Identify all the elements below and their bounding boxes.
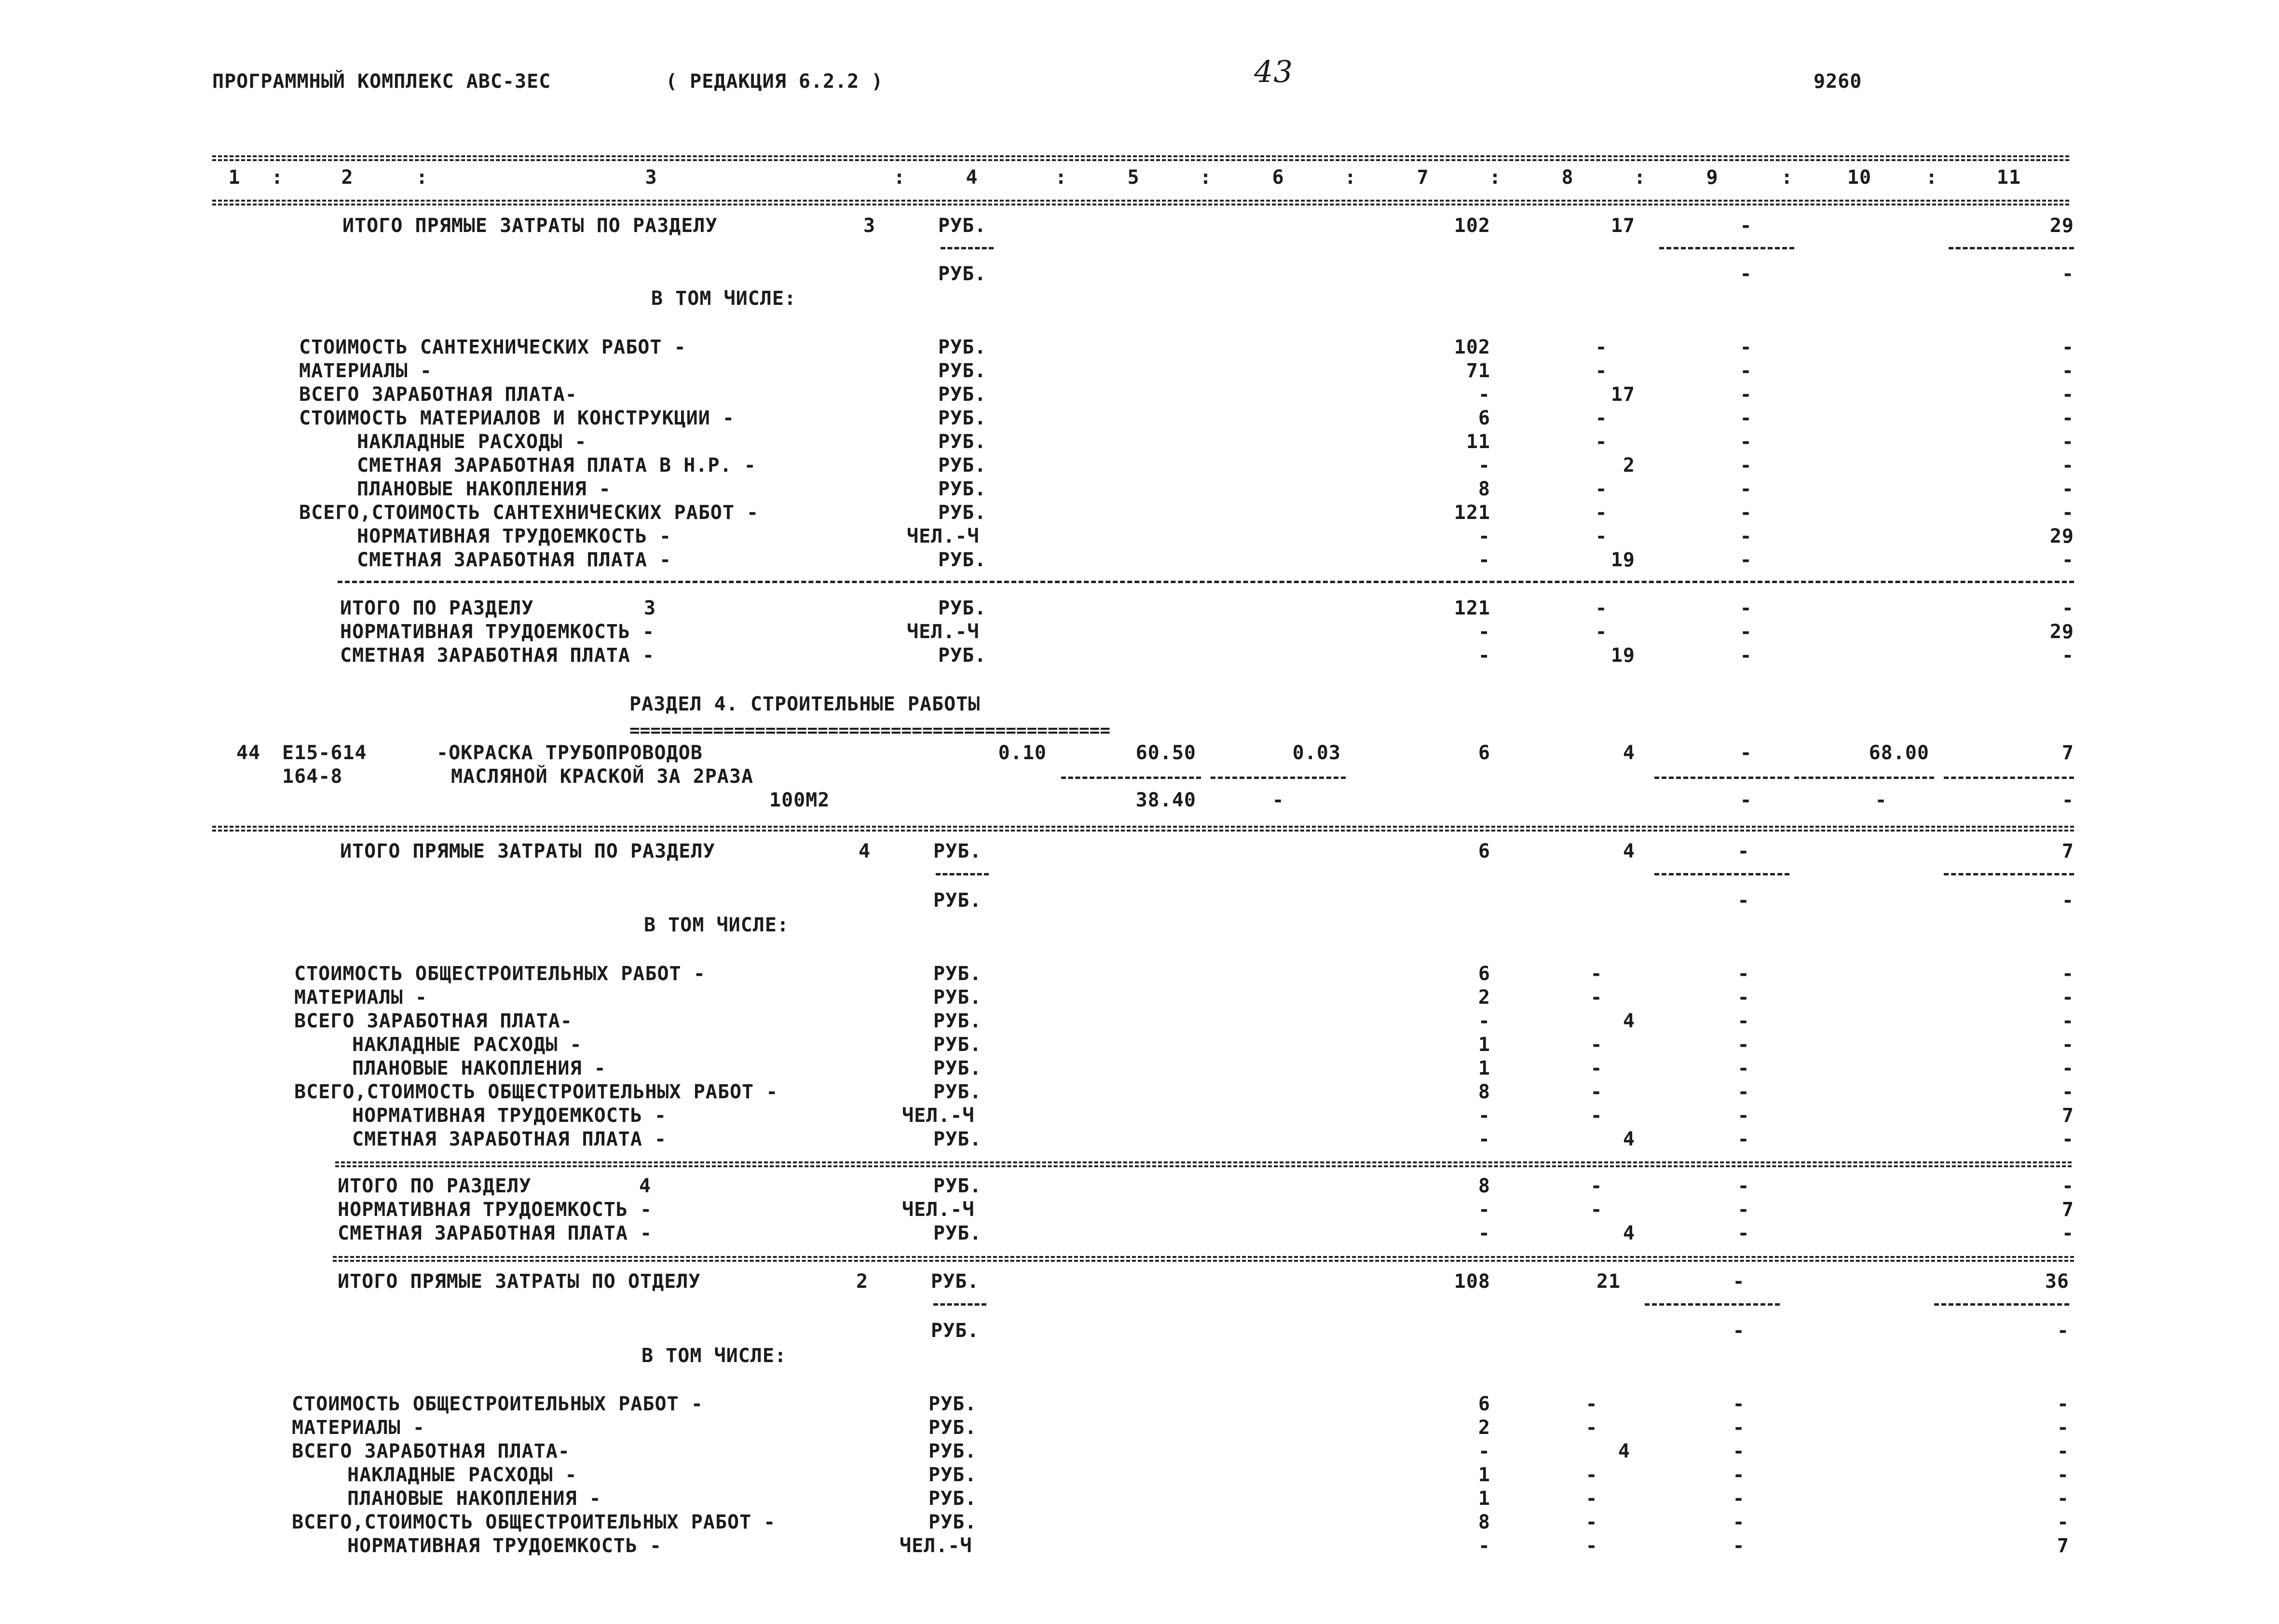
col-5: 5	[1127, 166, 1140, 189]
col-10: 10	[1847, 166, 1872, 189]
col9-value: -	[1733, 1488, 1745, 1510]
col11-value: -	[2061, 986, 2074, 1009]
col10-value: 68.00	[1869, 742, 1929, 764]
col11-value: -	[2061, 360, 2074, 382]
col8-value: -	[1590, 1034, 1603, 1056]
col7-value: 1	[1478, 1034, 1490, 1056]
col11-value: -	[2061, 1175, 2074, 1197]
col9-value: -	[1737, 986, 1750, 1009]
unit: РУБ.	[938, 549, 987, 571]
unit: РУБ.	[933, 1034, 982, 1056]
row-label: МАТЕРИАЛЫ -	[292, 1417, 425, 1439]
item-name-continued: МАСЛЯНОЙ КРАСКОЙ ЗА 2РАЗА	[451, 765, 754, 788]
item-code-secondary: 164-8	[282, 765, 343, 788]
col11-value: -	[2061, 1222, 2074, 1244]
unit-underline	[933, 1303, 986, 1306]
col7-value: 1	[1478, 1488, 1490, 1510]
row-label: СМЕТНАЯ ЗАРАБОТНАЯ ПЛАТА -	[357, 549, 672, 571]
section4-sum-rule	[335, 1161, 2072, 1163]
col7-value: -	[1478, 621, 1490, 643]
row-label: ИТОГО ПРЯМЫЕ ЗАТРАТЫ ПО РАЗДЕЛУ	[340, 840, 715, 862]
item-rule	[212, 826, 2074, 828]
col11-value: -	[2061, 383, 2074, 406]
unit: РУБ.	[928, 1464, 977, 1486]
col8-value: 17	[1610, 383, 1635, 406]
col-2: 2	[341, 166, 354, 189]
col7-value: -	[1478, 1199, 1490, 1221]
section-number: 4	[859, 840, 871, 862]
col11-value: -	[2061, 1057, 2074, 1079]
col8-value: -	[1585, 1488, 1598, 1510]
col8-value: -	[1595, 407, 1608, 429]
col8-value: 4	[1623, 742, 1635, 764]
col5-value: 60.50	[1135, 742, 1196, 764]
unit: РУБ.	[938, 383, 987, 406]
col8-value: -	[1595, 621, 1608, 643]
section4-sum-rule-2	[335, 1165, 2072, 1167]
unit: РУБ.	[938, 597, 987, 619]
col9-value: -	[1733, 1511, 1745, 1533]
col9-value: -	[1740, 742, 1752, 764]
unit: РУБ.	[928, 1417, 977, 1439]
col11-value: -	[2057, 1511, 2069, 1533]
col9-value: -	[1737, 1128, 1750, 1150]
department-rule-2	[333, 1260, 2074, 1262]
including-label: В ТОМ ЧИСЛЕ:	[651, 287, 796, 310]
col4-value: 0.10	[998, 742, 1047, 764]
col11-value: -	[2057, 1488, 2069, 1510]
col8-value: 19	[1610, 549, 1635, 571]
row-label: НОРМАТИВНАЯ ТРУДОЕМКОСТЬ -	[347, 1535, 662, 1557]
col7-value: 6	[1478, 963, 1490, 985]
row-label: НАКЛАДНЫЕ РАСХОДЫ -	[357, 431, 587, 453]
col9-value: -	[1733, 1320, 1745, 1342]
col11-value: 7	[2061, 1105, 2074, 1127]
row-label: ИТОГО ПО РАЗДЕЛУ	[340, 597, 534, 619]
col8-value: -	[1595, 525, 1608, 547]
section3-sum-rule	[338, 581, 2074, 583]
col8-value: -	[1590, 1199, 1603, 1221]
item-number: 44	[236, 742, 261, 764]
col9-value: -	[1733, 1440, 1745, 1462]
col8-value: -	[1595, 336, 1608, 358]
col7-value: 6	[1478, 1393, 1490, 1415]
col8-value: 4	[1623, 1128, 1635, 1150]
row-label: НОРМАТИВНАЯ ТРУДОЕМКОСТЬ -	[352, 1105, 667, 1127]
col9-value: -	[1740, 407, 1752, 429]
row-label: МАТЕРИАЛЫ -	[294, 986, 427, 1009]
col9-value: -	[1737, 1175, 1750, 1197]
unit: РУБ.	[933, 1081, 982, 1103]
col9-value: -	[1740, 383, 1752, 406]
col8-value: -	[1585, 1535, 1598, 1557]
col7-value: -	[1478, 1440, 1490, 1462]
unit: РУБ.	[928, 1511, 977, 1533]
unit: РУБ.	[931, 1270, 980, 1293]
col11-value: 7	[2061, 840, 2074, 862]
col7-value: -	[1478, 549, 1490, 571]
col8-value: -	[1590, 986, 1603, 1009]
col11-value: -	[2061, 502, 2074, 524]
row-label: СМЕТНАЯ ЗАРАБОТНАЯ ПЛАТА -	[338, 1222, 653, 1244]
col-sep: :	[893, 166, 906, 189]
including-label: В ТОМ ЧИСЛЕ:	[644, 914, 789, 936]
col11-value: 29	[2049, 215, 2074, 237]
col7-value: 121	[1454, 597, 1490, 619]
col-3: 3	[645, 166, 657, 189]
unit: РУБ.	[933, 1010, 982, 1032]
col8-value: -	[1595, 478, 1608, 500]
unit: РУБ.	[928, 1440, 977, 1462]
unit: РУБ.	[928, 1393, 977, 1415]
col7-value: -	[1478, 454, 1490, 477]
col11-value: -	[2057, 1393, 2069, 1415]
col11-value: 29	[2049, 621, 2074, 643]
col9-value: -	[1740, 431, 1752, 453]
col11-value: -	[2057, 1440, 2069, 1462]
col9-value: -	[1740, 597, 1752, 619]
unit: РУБ.	[931, 1320, 980, 1342]
col8-value: -	[1595, 431, 1608, 453]
unit: РУБ.	[933, 963, 982, 985]
col11-value: 7	[2057, 1535, 2069, 1557]
department-number: 2	[856, 1270, 869, 1293]
section4-title: РАЗДЕЛ 4. СТРОИТЕЛЬНЫЕ РАБОТЫ	[629, 693, 981, 715]
col7-value: 1	[1478, 1057, 1490, 1079]
col9-value: -	[1740, 525, 1752, 547]
col7-value: 8	[1478, 1081, 1490, 1103]
department-rule	[333, 1256, 2074, 1258]
unit: РУБ.	[938, 454, 987, 477]
col9-value: -	[1737, 1057, 1750, 1079]
unit: РУБ.	[938, 478, 987, 500]
col-11: 11	[1996, 166, 2021, 189]
unit: РУБ.	[938, 336, 987, 358]
unit: РУБ.	[938, 263, 987, 285]
unit: РУБ.	[938, 407, 987, 429]
col9-underline	[1645, 1303, 1780, 1306]
row-label: СТОИМОСТЬ МАТЕРИАЛОВ И КОНСТРУКЦИИ -	[299, 407, 735, 429]
col11-value: -	[2061, 478, 2074, 500]
col9-underline	[1659, 247, 1794, 249]
unit: РУБ.	[933, 1222, 982, 1244]
col-sep: :	[1634, 166, 1646, 189]
handwritten-page-number: 43	[1254, 54, 1293, 89]
item-name: -ОКРАСКА ТРУБОПРОВОДОВ	[437, 742, 703, 764]
col8-value: 4	[1623, 1010, 1635, 1032]
col6-underline	[1211, 777, 1346, 779]
row-label: ИТОГО ПО РАЗДЕЛУ	[338, 1175, 532, 1197]
section-number: 3	[644, 597, 656, 619]
row-label: ПЛАНОВЫЕ НАКОПЛЕНИЯ -	[352, 1057, 606, 1079]
col-sep: :	[271, 166, 284, 189]
col11-value: 7	[2061, 742, 2074, 764]
col5-underline	[1061, 777, 1201, 779]
col11-value: -	[2057, 1464, 2069, 1486]
col9-value: -	[1737, 1081, 1750, 1103]
section-number: 4	[639, 1175, 652, 1197]
col9-value: -	[1740, 336, 1752, 358]
col9-underline	[1654, 873, 1789, 875]
col7-value: -	[1478, 644, 1490, 667]
col11-underline	[1944, 873, 2074, 875]
unit: РУБ.	[938, 644, 987, 667]
row-label: СМЕТНАЯ ЗАРАБОТНАЯ ПЛАТА В Н.Р. -	[357, 454, 756, 477]
row-label: НАКЛАДНЫЕ РАСХОДЫ -	[352, 1034, 582, 1056]
unit: ЧЕЛ.-Ч	[907, 525, 980, 547]
col11-value: -	[2061, 1034, 2074, 1056]
col9-value: -	[1733, 1535, 1745, 1557]
row-label: СМЕТНАЯ ЗАРАБОТНАЯ ПЛАТА -	[340, 644, 655, 667]
col9-value: -	[1740, 644, 1752, 667]
col11-value: -	[2061, 889, 2074, 912]
col9-value: -	[1737, 963, 1750, 985]
col9-value: -	[1737, 840, 1750, 862]
col8-value: -	[1585, 1393, 1598, 1415]
header-bottom-rule-2	[212, 204, 2069, 205]
col9-value: -	[1740, 621, 1752, 643]
col-sep: :	[416, 166, 428, 189]
col-sep: :	[1344, 166, 1357, 189]
row-label: МАТЕРИАЛЫ -	[299, 360, 432, 382]
col11-value: -	[2057, 1320, 2069, 1342]
col7-value: 102	[1454, 215, 1490, 237]
col11-value: -	[2061, 263, 2074, 285]
col7-value: 11	[1466, 431, 1490, 453]
unit: РУБ.	[933, 1128, 982, 1150]
unit: РУБ.	[938, 431, 987, 453]
unit-underline	[936, 873, 989, 875]
col11-value-2: -	[2061, 789, 2074, 811]
col8-value: 2	[1623, 454, 1635, 477]
col6-value-2: -	[1272, 789, 1284, 811]
unit: ЧЕЛ.-Ч	[902, 1105, 975, 1127]
col8-value: -	[1590, 1175, 1603, 1197]
row-label: ПЛАНОВЫЕ НАКОПЛЕНИЯ -	[357, 478, 611, 500]
col9-value: -	[1737, 1222, 1750, 1244]
col6-value: 0.03	[1292, 742, 1341, 764]
col8-value: 4	[1623, 840, 1635, 862]
col8-value: -	[1595, 597, 1608, 619]
col-9: 9	[1706, 166, 1719, 189]
col11-value: 7	[2061, 1199, 2074, 1221]
col7-value: 6	[1478, 742, 1490, 764]
header-bottom-rule	[212, 200, 2069, 202]
row-label: НОРМАТИВНАЯ ТРУДОЕМКОСТЬ -	[338, 1199, 653, 1221]
row-label: СМЕТНАЯ ЗАРАБОТНАЯ ПЛАТА -	[352, 1128, 667, 1150]
col7-value: 121	[1454, 502, 1490, 524]
header-top-rule-2	[212, 159, 2069, 161]
col8-value: 17	[1610, 215, 1635, 237]
col-1: 1	[228, 166, 241, 189]
col11-underline	[1934, 1303, 2069, 1306]
row-label: СТОИМОСТЬ ОБЩЕСТРОИТЕЛЬНЫХ РАБОТ -	[292, 1393, 703, 1415]
col9-value-2: -	[1740, 789, 1752, 811]
col9-underline	[1654, 777, 1789, 779]
col9-value: -	[1740, 502, 1752, 524]
unit: РУБ.	[938, 502, 987, 524]
col-sep: :	[1489, 166, 1501, 189]
col11-underline	[1944, 777, 2074, 779]
col8-value: -	[1590, 1081, 1603, 1103]
unit: РУБ.	[938, 215, 987, 237]
row-label: НОРМАТИВНАЯ ТРУДОЕМКОСТЬ -	[340, 621, 655, 643]
col-sep: :	[1200, 166, 1212, 189]
col9-value: -	[1740, 263, 1752, 285]
row-label: ПЛАНОВЫЕ НАКОПЛЕНИЯ -	[347, 1488, 601, 1510]
item-code: Е15-614	[282, 742, 367, 764]
row-label: ВСЕГО,СТОИМОСТЬ ОБЩЕСТРОИТЕЛЬНЫХ РАБОТ -	[292, 1511, 776, 1533]
col9-value: -	[1740, 549, 1752, 571]
col8-value: -	[1585, 1511, 1598, 1533]
col8-value: -	[1590, 963, 1603, 985]
col8-value: 4	[1618, 1440, 1630, 1462]
document-number: 9260	[1814, 70, 1862, 93]
col9-value: -	[1733, 1270, 1745, 1293]
col9-value: -	[1740, 360, 1752, 382]
col7-value: 102	[1454, 336, 1490, 358]
col-4: 4	[966, 166, 978, 189]
col11-value: -	[2061, 336, 2074, 358]
col9-value: -	[1737, 889, 1750, 912]
col11-value: -	[2061, 407, 2074, 429]
row-label: СТОИМОСТЬ САНТЕХНИЧЕСКИХ РАБОТ -	[299, 336, 686, 358]
row-label: ВСЕГО ЗАРАБОТНАЯ ПЛАТА-	[299, 383, 577, 406]
row-label: ВСЕГО,СТОИМОСТЬ САНТЕХНИЧЕСКИХ РАБОТ -	[299, 502, 759, 524]
unit: РУБ.	[928, 1488, 977, 1510]
col7-value: -	[1478, 383, 1490, 406]
col8-value: -	[1590, 1057, 1603, 1079]
col11-value: -	[2057, 1417, 2069, 1439]
program-title: ПРОГРАММНЫЙ КОМПЛЕКС АВС-3ЕС	[212, 70, 551, 93]
col9-value: -	[1733, 1417, 1745, 1439]
unit: ЧЕЛ.-Ч	[900, 1535, 972, 1557]
edition-label: ( РЕДАКЦИЯ 6.2.2 )	[666, 70, 884, 93]
col9-value: -	[1737, 1034, 1750, 1056]
col5-value-2: 38.40	[1135, 789, 1196, 811]
col7-value: 8	[1478, 1175, 1490, 1197]
col9-value: -	[1740, 478, 1752, 500]
col7-value: 6	[1478, 407, 1490, 429]
col7-value: -	[1478, 1010, 1490, 1032]
col7-value: -	[1478, 1222, 1490, 1244]
unit: ЧЕЛ.-Ч	[907, 621, 980, 643]
col7-value: -	[1478, 1128, 1490, 1150]
col8-value: -	[1585, 1464, 1598, 1486]
unit: РУБ.	[933, 1057, 982, 1079]
col11-value: -	[2061, 1081, 2074, 1103]
col9-value: -	[1737, 1010, 1750, 1032]
col7-value: 2	[1478, 1417, 1490, 1439]
col11-value: -	[2061, 644, 2074, 667]
col11-value: 29	[2049, 525, 2074, 547]
col-6: 6	[1272, 166, 1284, 189]
col7-value: 2	[1478, 986, 1490, 1009]
col7-value: -	[1478, 1535, 1490, 1557]
col7-value: 6	[1478, 840, 1490, 862]
row-label: НОРМАТИВНАЯ ТРУДОЕМКОСТЬ -	[357, 525, 672, 547]
col8-value: 4	[1623, 1222, 1635, 1244]
section4-title-rule: ==============================================	[629, 721, 1110, 740]
col9-value: -	[1733, 1464, 1745, 1486]
including-label: В ТОМ ЧИСЛЕ:	[641, 1345, 787, 1367]
col8-value: -	[1585, 1417, 1598, 1439]
col11-value: -	[2061, 1128, 2074, 1150]
col11-value: -	[2061, 549, 2074, 571]
col8-value: 19	[1610, 644, 1635, 667]
col7-value: 71	[1466, 360, 1490, 382]
row-label: ВСЕГО ЗАРАБОТНАЯ ПЛАТА-	[292, 1440, 570, 1462]
col11-value: -	[2061, 963, 2074, 985]
col9-value: -	[1740, 454, 1752, 477]
col9-value: -	[1740, 215, 1752, 237]
col10-underline	[1794, 777, 1934, 779]
col7-value: 8	[1478, 478, 1490, 500]
col11-value: 36	[2045, 1270, 2069, 1293]
col-sep: :	[1781, 166, 1793, 189]
col8-value: 21	[1596, 1270, 1621, 1293]
row-label: НАКЛАДНЫЕ РАСХОДЫ -	[347, 1464, 577, 1486]
col-7: 7	[1417, 166, 1429, 189]
col7-value: 108	[1454, 1270, 1490, 1293]
col7-value: 1	[1478, 1464, 1490, 1486]
col10-value-2: -	[1875, 789, 1887, 811]
col11-value: -	[2061, 1010, 2074, 1032]
row-label: ИТОГО ПРЯМЫЕ ЗАТРАТЫ ПО РАЗДЕЛУ	[342, 215, 718, 237]
unit: РУБ.	[938, 360, 987, 382]
unit: РУБ.	[933, 1175, 982, 1197]
col7-value: -	[1478, 1105, 1490, 1127]
col8-value: -	[1590, 1105, 1603, 1127]
col-8: 8	[1561, 166, 1574, 189]
col8-value: -	[1595, 360, 1608, 382]
col9-value: -	[1733, 1393, 1745, 1415]
col11-underline	[1949, 247, 2074, 249]
header-top-rule	[212, 155, 2069, 157]
col11-value: -	[2061, 454, 2074, 477]
row-label: ВСЕГО ЗАРАБОТНАЯ ПЛАТА-	[294, 1010, 573, 1032]
row-label: ВСЕГО,СТОИМОСТЬ ОБЩЕСТРОИТЕЛЬНЫХ РАБОТ -	[294, 1081, 778, 1103]
item-unit: 100М2	[769, 789, 830, 811]
section-number: 3	[863, 215, 876, 237]
col-sep: :	[1925, 166, 1938, 189]
col9-value: -	[1737, 1199, 1750, 1221]
col-sep: :	[1055, 166, 1067, 189]
unit: РУБ.	[933, 889, 982, 912]
unit: РУБ.	[933, 986, 982, 1009]
item-rule-2	[212, 830, 2074, 832]
col7-value: 8	[1478, 1511, 1490, 1533]
col11-value: -	[2061, 431, 2074, 453]
col8-value: -	[1595, 502, 1608, 524]
unit: ЧЕЛ.-Ч	[902, 1199, 975, 1221]
col11-value: -	[2061, 597, 2074, 619]
row-label: СТОИМОСТЬ ОБЩЕСТРОИТЕЛЬНЫХ РАБОТ -	[294, 963, 706, 985]
col7-value: -	[1478, 525, 1490, 547]
unit: РУБ.	[933, 840, 982, 862]
row-label: ИТОГО ПРЯМЫЕ ЗАТРАТЫ ПО ОТДЕЛУ	[338, 1270, 701, 1293]
unit-underline	[941, 247, 994, 249]
col9-value: -	[1737, 1105, 1750, 1127]
